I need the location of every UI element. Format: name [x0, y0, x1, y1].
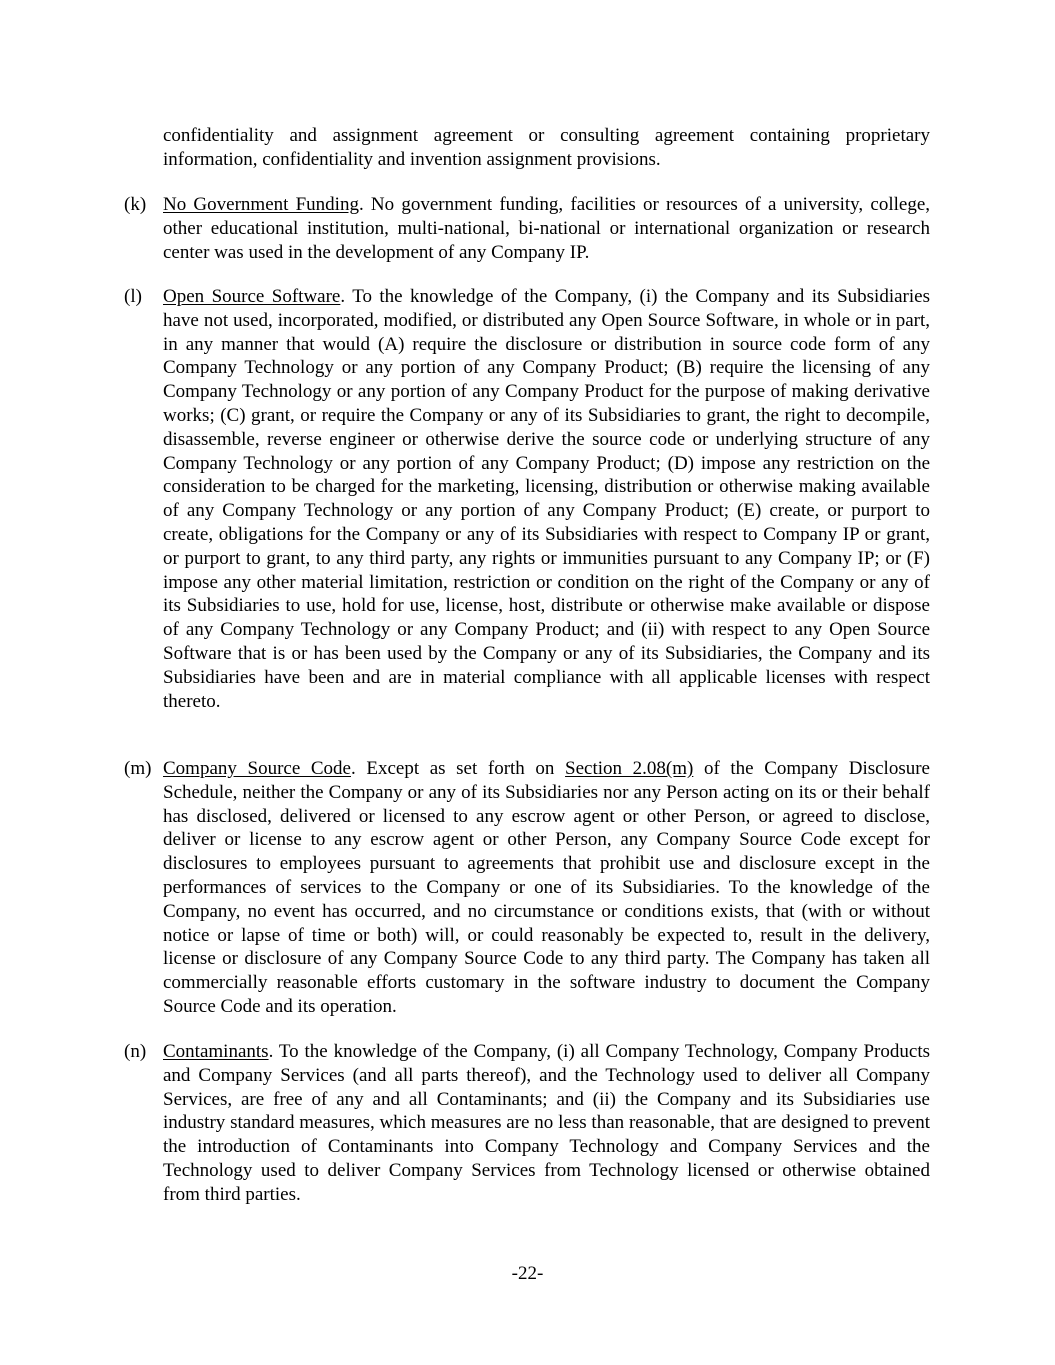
continuation-text: confidentiality and assignment agreement or consulting agreement containing proprietary information, confidentiality and invention assignment provisions. [163, 125, 930, 170]
section-n [124, 1040, 930, 1207]
section-m-cross-reference: Section 2.08(m) [565, 758, 694, 779]
section-m-body-after-ref: of the Company Disclosure Schedule, neither the Company or any of its Subsidiaries nor any Person acting on its or their behalf has disclosed, delivered or licensed to any escrow agent or other Person, or agreed to disclose, deliver or license to any escrow agent or other Person, any Company Source Code except for disclosures to employees pursuant to agreements that prohibit use and disclosure except in the performances of services to the Company or one of its Subsidiaries. To the knowledge of the Company, no event has occurred, and no circumstance or conditions exists, that (with or without notice or lapse of time or both) will, or could reasonably be expected to, result in the delivery, license or disclosure of any Company Source Code to any third party. The Company has taken all commercially reasonable efforts customary in the software industry to document the Company Source Code and its operation. [163, 758, 930, 1017]
section-m-label: (m) [124, 758, 152, 779]
section-k-heading: No Government Funding [163, 194, 359, 215]
section-l-label: (l) [124, 286, 142, 307]
section-n-label: (n) [124, 1041, 147, 1062]
section-k [124, 193, 931, 264]
page-number: -22- [511, 1263, 544, 1284]
section-m-heading: Company Source Code [163, 758, 351, 779]
section-k-label: (k) [124, 194, 147, 215]
section-k-body: . No government funding, facilities or resources of a university, college, other educational institution, multi-national, bi-national or international organization or research center was used in the development of any Company IP. [163, 194, 931, 263]
continuation-paragraph [163, 124, 930, 172]
section-l-heading: Open Source Software [163, 286, 341, 307]
section-m [124, 757, 930, 1019]
section-l [124, 285, 930, 713]
section-n-heading: Contaminants [163, 1041, 269, 1062]
section-m-body-before-ref: . Except as set forth on [350, 758, 566, 779]
section-n-body: . To the knowledge of the Company, (i) all Company Technology, Company Products and Company Services (and all parts thereof), and the Technology used to deliver all Company Services, are free of any and all Contaminants; and (ii) the Company and its Subsidiaries use industry standard measures, which measures are no less than reasonable, that are designed to prevent the introduction of Contaminants into Company Technology and Company Services and the Technology used to deliver Company Services from Technology licensed or otherwise obtained from third parties. [163, 1041, 930, 1205]
section-l-body: . To the knowledge of the Company, (i) the Company and its Subsidiaries have not used, incorporated, modified, or distributed any Open Source Software, in whole or in part, in any manner that would (A) require the disclosure or distribution in source code form of any Company Technology or any portion of any Company Product; (B) require the licensing of any Company Technology or any portion of any Company Product for the purpose of making derivative works; (C) grant, or require the Company or any of its Subsidiaries to grant, the right to decompile, disassemble, reverse engineer or otherwise derive the source code or underlying structure of any Company Technology or any portion of any Company Product; (D) impose any restriction on the consideration to be charged for the marketing, licensing, distribution or otherwise making available of any Company Technology or any portion of any Company Product; (E) create, or purport to create, obligations for the Company or any of its Subsidiaries with respect to Company IP or grant, or purport to grant, to any third party, any rights or immunities pursuant to any Company IP; or (F) impose any other material limitation, restriction or condition on the right of the Company or any of its Subsidiaries to use, hold for use, license, host, distribute or otherwise make available or dispose of any Company Technology or any Company Product; and (ii) with respect to any Open Source Software that is or has been used by the Company or any of its Subsidiaries, the Company and its Subsidiaries have been and are in material compliance with all applicable licenses with respect thereto. [163, 286, 930, 712]
